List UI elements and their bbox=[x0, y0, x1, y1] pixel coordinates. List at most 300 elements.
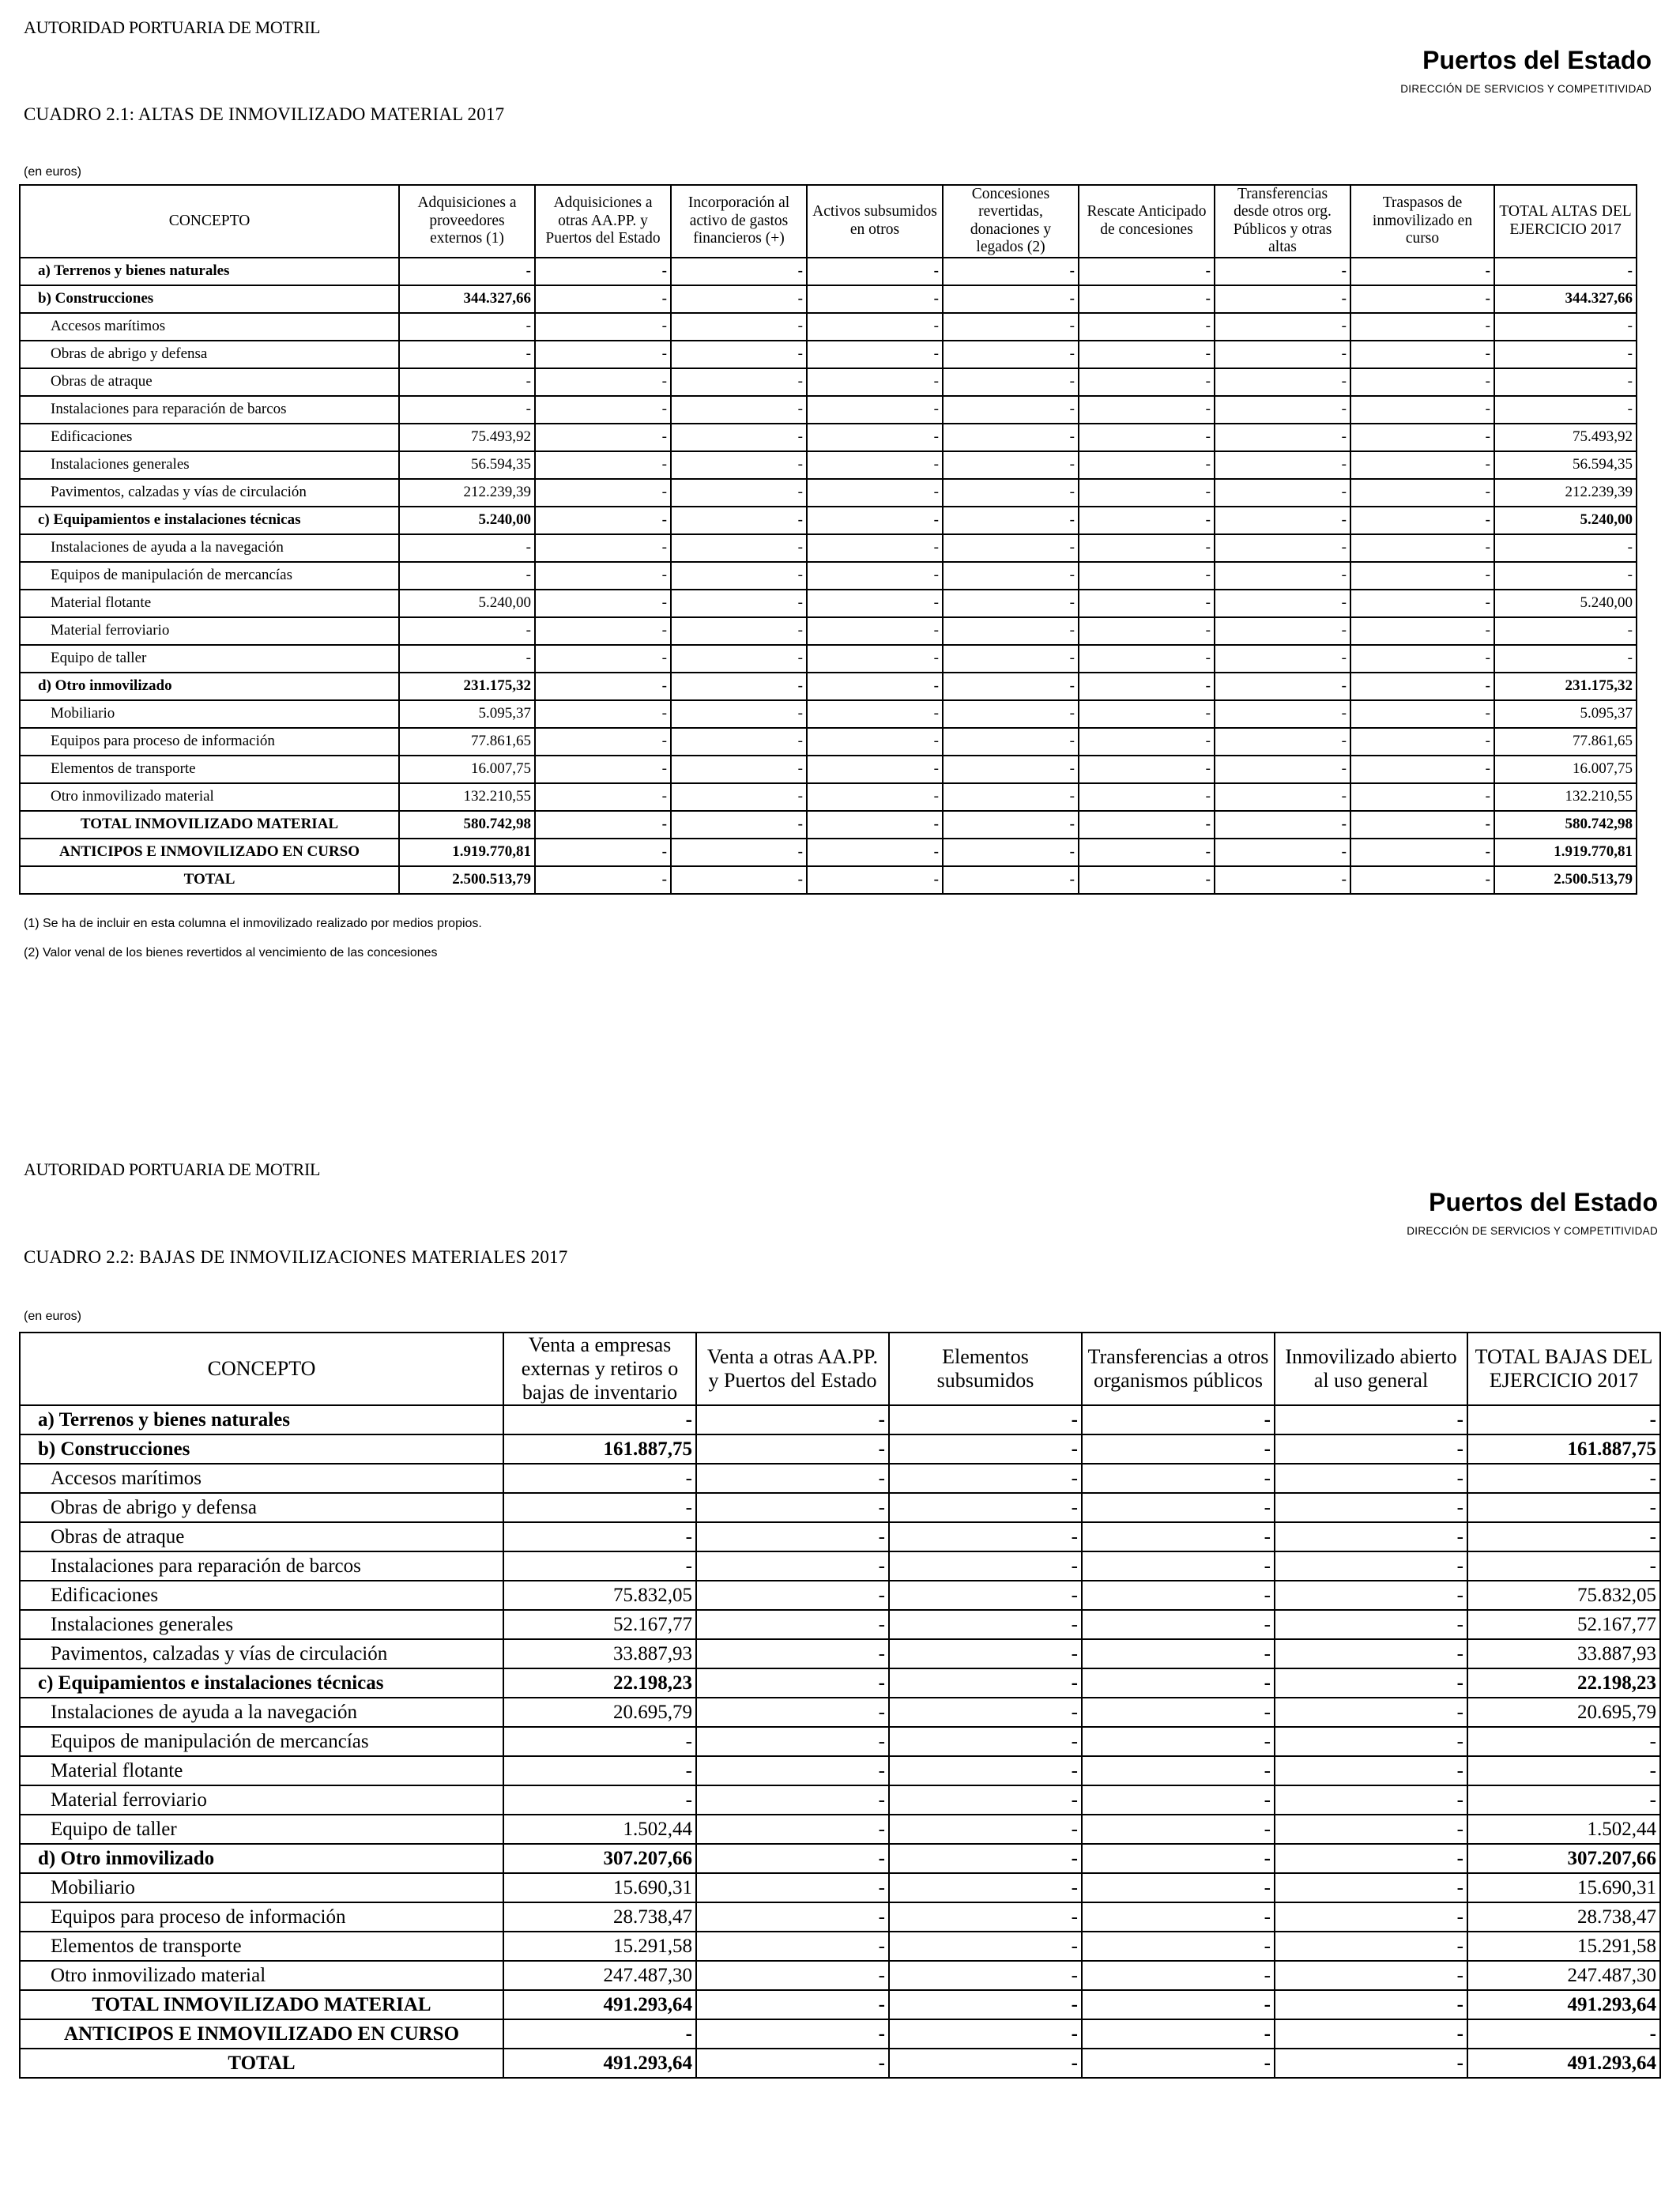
org-name: AUTORIDAD PORTUARIA DE MOTRIL bbox=[24, 1159, 321, 1179]
value-cell: - bbox=[1275, 1639, 1467, 1668]
value-cell: - bbox=[1215, 866, 1350, 894]
concept-cell: Instalaciones de ayuda a la navegación bbox=[20, 1698, 503, 1727]
value-cell: - bbox=[1082, 1990, 1275, 2019]
value-cell: - bbox=[889, 1961, 1082, 1990]
concept-cell: Pavimentos, calzadas y vías de circulación bbox=[20, 1639, 503, 1668]
value-cell: 20.695,79 bbox=[503, 1698, 696, 1727]
value-cell: - bbox=[671, 479, 807, 507]
table-header-row bbox=[20, 1333, 1660, 1405]
value-cell: 132.210,55 bbox=[1494, 783, 1637, 811]
value-cell: - bbox=[889, 2019, 1082, 2049]
value-cell: - bbox=[535, 617, 671, 645]
value-cell: - bbox=[1350, 424, 1494, 451]
value-cell: - bbox=[807, 590, 943, 617]
concept-cell: TOTAL bbox=[20, 2049, 503, 2078]
value-cell: - bbox=[1275, 1434, 1467, 1464]
value-cell: - bbox=[1467, 1551, 1660, 1581]
table-row bbox=[20, 728, 1637, 756]
value-cell: - bbox=[535, 424, 671, 451]
value-cell: - bbox=[671, 396, 807, 424]
value-cell: - bbox=[1082, 1844, 1275, 1873]
value-cell: 20.695,79 bbox=[1467, 1698, 1660, 1727]
table-row bbox=[20, 1581, 1660, 1610]
value-cell: - bbox=[943, 811, 1079, 839]
value-cell: - bbox=[671, 451, 807, 479]
value-cell: - bbox=[1079, 313, 1215, 341]
value-cell: 580.742,98 bbox=[1494, 811, 1637, 839]
column-header: Activos subsumidos en otros bbox=[807, 185, 943, 258]
table-row bbox=[20, 285, 1637, 313]
value-cell: - bbox=[1082, 1902, 1275, 1932]
value-cell: - bbox=[671, 590, 807, 617]
value-cell: - bbox=[535, 479, 671, 507]
value-cell: - bbox=[535, 866, 671, 894]
value-cell: - bbox=[807, 507, 943, 534]
units-label: (en euros) bbox=[24, 1310, 81, 1323]
value-cell: - bbox=[1215, 368, 1350, 396]
value-cell: 247.487,30 bbox=[503, 1961, 696, 1990]
value-cell: 307.207,66 bbox=[503, 1844, 696, 1873]
column-header: TOTAL BAJAS DEL EJERCICIO 2017 bbox=[1467, 1333, 1660, 1405]
value-cell: - bbox=[1350, 451, 1494, 479]
value-cell: - bbox=[889, 1464, 1082, 1493]
value-cell: - bbox=[1494, 396, 1637, 424]
value-cell: - bbox=[889, 1873, 1082, 1902]
value-cell: - bbox=[503, 1493, 696, 1522]
value-cell: - bbox=[1082, 1434, 1275, 1464]
value-cell: - bbox=[943, 700, 1079, 728]
value-cell: - bbox=[1275, 1581, 1467, 1610]
value-cell: - bbox=[1275, 1785, 1467, 1815]
value-cell: 161.887,75 bbox=[1467, 1434, 1660, 1464]
value-cell: - bbox=[1275, 1405, 1467, 1434]
value-cell: - bbox=[1082, 1727, 1275, 1756]
concept-cell: ANTICIPOS E INMOVILIZADO EN CURSO bbox=[20, 2019, 503, 2049]
value-cell: 580.742,98 bbox=[399, 811, 535, 839]
value-cell: - bbox=[1350, 396, 1494, 424]
table-row bbox=[20, 590, 1637, 617]
value-cell: - bbox=[1494, 258, 1637, 285]
value-cell: - bbox=[889, 1932, 1082, 1961]
table-row bbox=[20, 839, 1637, 866]
value-cell: - bbox=[943, 645, 1079, 673]
value-cell: - bbox=[1350, 507, 1494, 534]
value-cell: - bbox=[671, 258, 807, 285]
value-cell: - bbox=[1079, 368, 1215, 396]
value-cell: - bbox=[1350, 562, 1494, 590]
table-row bbox=[20, 645, 1637, 673]
value-cell: 52.167,77 bbox=[503, 1610, 696, 1639]
column-header: Transferencias a otros organismos públicos bbox=[1082, 1333, 1275, 1405]
value-cell: - bbox=[807, 341, 943, 368]
value-cell: - bbox=[535, 451, 671, 479]
value-cell: - bbox=[889, 1405, 1082, 1434]
concept-cell: Edificaciones bbox=[20, 1581, 503, 1610]
value-cell: - bbox=[671, 617, 807, 645]
value-cell: - bbox=[1350, 285, 1494, 313]
concept-cell: a) Terrenos y bienes naturales bbox=[20, 1405, 503, 1434]
value-cell: 75.493,92 bbox=[399, 424, 535, 451]
value-cell: - bbox=[1215, 811, 1350, 839]
concept-cell: Otro inmovilizado material bbox=[20, 1961, 503, 1990]
value-cell: 77.861,65 bbox=[399, 728, 535, 756]
value-cell: - bbox=[1079, 728, 1215, 756]
value-cell: - bbox=[1215, 839, 1350, 866]
value-cell: - bbox=[1350, 673, 1494, 700]
value-cell: - bbox=[1215, 700, 1350, 728]
value-cell: 491.293,64 bbox=[1467, 1990, 1660, 2019]
value-cell: - bbox=[503, 1464, 696, 1493]
value-cell: - bbox=[889, 1902, 1082, 1932]
concept-cell: Obras de atraque bbox=[20, 368, 399, 396]
value-cell: 212.239,39 bbox=[399, 479, 535, 507]
value-cell: 247.487,30 bbox=[1467, 1961, 1660, 1990]
value-cell: 75.832,05 bbox=[1467, 1581, 1660, 1610]
value-cell: 75.832,05 bbox=[503, 1581, 696, 1610]
value-cell: - bbox=[671, 507, 807, 534]
value-cell: - bbox=[1082, 1493, 1275, 1522]
concept-cell: Material ferroviario bbox=[20, 617, 399, 645]
column-header: Venta a otras AA.PP. y Puertos del Estado bbox=[696, 1333, 889, 1405]
value-cell: 56.594,35 bbox=[1494, 451, 1637, 479]
value-cell: - bbox=[399, 396, 535, 424]
column-header: Inmovilizado abierto al uso general bbox=[1275, 1333, 1467, 1405]
value-cell: - bbox=[1350, 700, 1494, 728]
table-row bbox=[20, 1961, 1660, 1990]
column-header: Elementos subsumidos bbox=[889, 1333, 1082, 1405]
value-cell: - bbox=[1215, 617, 1350, 645]
value-cell: - bbox=[889, 1990, 1082, 2019]
value-cell: 344.327,66 bbox=[399, 285, 535, 313]
value-cell: - bbox=[535, 562, 671, 590]
value-cell: - bbox=[1079, 396, 1215, 424]
value-cell: 22.198,23 bbox=[503, 1668, 696, 1698]
value-cell: - bbox=[399, 617, 535, 645]
value-cell: - bbox=[1275, 1610, 1467, 1639]
value-cell: - bbox=[889, 1610, 1082, 1639]
concept-cell: Otro inmovilizado material bbox=[20, 783, 399, 811]
value-cell: - bbox=[1467, 1464, 1660, 1493]
value-cell: - bbox=[1079, 645, 1215, 673]
value-cell: - bbox=[1215, 341, 1350, 368]
org-name: AUTORIDAD PORTUARIA DE MOTRIL bbox=[24, 17, 321, 37]
value-cell: - bbox=[696, 1698, 889, 1727]
concept-cell: b) Construcciones bbox=[20, 1434, 503, 1464]
concept-cell: Mobiliario bbox=[20, 700, 399, 728]
value-cell: - bbox=[503, 1405, 696, 1434]
concept-cell: Accesos marítimos bbox=[20, 313, 399, 341]
concept-cell: Equipo de taller bbox=[20, 645, 399, 673]
value-cell: - bbox=[1467, 2019, 1660, 2049]
value-cell: - bbox=[1215, 756, 1350, 783]
value-cell: - bbox=[696, 1551, 889, 1581]
value-cell: - bbox=[1275, 1756, 1467, 1785]
value-cell: - bbox=[943, 258, 1079, 285]
value-cell: 2.500.513,79 bbox=[399, 866, 535, 894]
table-title: CUADRO 2.2: BAJAS DE INMOVILIZACIONES MATERIALES 2017 bbox=[24, 1247, 568, 1267]
concept-cell: Elementos de transporte bbox=[20, 756, 399, 783]
value-cell: - bbox=[1275, 1815, 1467, 1844]
concept-cell: d) Otro inmovilizado bbox=[20, 1844, 503, 1873]
concept-cell: Equipos de manipulación de mercancías bbox=[20, 1727, 503, 1756]
table-row bbox=[20, 1434, 1660, 1464]
value-cell: 5.240,00 bbox=[1494, 590, 1637, 617]
value-cell: 56.594,35 bbox=[399, 451, 535, 479]
value-cell: - bbox=[671, 562, 807, 590]
value-cell: - bbox=[1275, 1493, 1467, 1522]
value-cell: - bbox=[1215, 783, 1350, 811]
value-cell: - bbox=[807, 728, 943, 756]
value-cell: - bbox=[1082, 1698, 1275, 1727]
value-cell: 5.240,00 bbox=[399, 507, 535, 534]
value-cell: - bbox=[1275, 1932, 1467, 1961]
value-cell: 344.327,66 bbox=[1494, 285, 1637, 313]
table-row bbox=[20, 368, 1637, 396]
value-cell: - bbox=[943, 617, 1079, 645]
concept-cell: Equipos de manipulación de mercancías bbox=[20, 562, 399, 590]
value-cell: 231.175,32 bbox=[399, 673, 535, 700]
value-cell: - bbox=[807, 479, 943, 507]
value-cell: - bbox=[807, 783, 943, 811]
table-row bbox=[20, 1932, 1660, 1961]
value-cell: - bbox=[1079, 424, 1215, 451]
value-cell: - bbox=[1079, 285, 1215, 313]
value-cell: - bbox=[503, 2019, 696, 2049]
concept-cell: Material ferroviario bbox=[20, 1785, 503, 1815]
value-cell: - bbox=[1275, 1551, 1467, 1581]
column-header: Rescate Anticipado de concesiones bbox=[1079, 185, 1215, 258]
value-cell: - bbox=[943, 341, 1079, 368]
value-cell: - bbox=[807, 562, 943, 590]
value-cell: - bbox=[807, 645, 943, 673]
value-cell: - bbox=[1079, 617, 1215, 645]
value-cell: - bbox=[671, 700, 807, 728]
column-header: Traspasos de inmovilizado en curso bbox=[1350, 185, 1494, 258]
value-cell: - bbox=[696, 1610, 889, 1639]
column-header: CONCEPTO bbox=[20, 185, 399, 258]
concept-cell: Obras de abrigo y defensa bbox=[20, 341, 399, 368]
value-cell: - bbox=[889, 1581, 1082, 1610]
value-cell: - bbox=[1350, 313, 1494, 341]
column-header: Adquisiciones a otras AA.PP. y Puertos del Estado bbox=[535, 185, 671, 258]
value-cell: 5.095,37 bbox=[399, 700, 535, 728]
table-row bbox=[20, 258, 1637, 285]
value-cell: - bbox=[1082, 1668, 1275, 1698]
value-cell: - bbox=[1494, 341, 1637, 368]
table-row bbox=[20, 451, 1637, 479]
table-row bbox=[20, 700, 1637, 728]
value-cell: 491.293,64 bbox=[503, 1990, 696, 2019]
value-cell: - bbox=[671, 285, 807, 313]
concept-cell: a) Terrenos y bienes naturales bbox=[20, 258, 399, 285]
value-cell: - bbox=[1275, 1902, 1467, 1932]
value-cell: - bbox=[535, 590, 671, 617]
value-cell: - bbox=[1082, 1932, 1275, 1961]
value-cell: - bbox=[1467, 1727, 1660, 1756]
table-row bbox=[20, 783, 1637, 811]
concept-cell: Equipos para proceso de información bbox=[20, 1902, 503, 1932]
value-cell: - bbox=[1079, 866, 1215, 894]
table-row bbox=[20, 866, 1637, 894]
value-cell: - bbox=[1215, 562, 1350, 590]
value-cell: 15.690,31 bbox=[503, 1873, 696, 1902]
concept-cell: TOTAL INMOVILIZADO MATERIAL bbox=[20, 811, 399, 839]
value-cell: - bbox=[1275, 1727, 1467, 1756]
value-cell: 75.493,92 bbox=[1494, 424, 1637, 451]
value-cell: - bbox=[696, 1844, 889, 1873]
value-cell: - bbox=[399, 562, 535, 590]
value-cell: - bbox=[535, 728, 671, 756]
value-cell: - bbox=[1350, 341, 1494, 368]
value-cell: - bbox=[1079, 811, 1215, 839]
value-cell: - bbox=[671, 534, 807, 562]
table-row bbox=[20, 479, 1637, 507]
value-cell: - bbox=[671, 839, 807, 866]
value-cell: - bbox=[1494, 617, 1637, 645]
column-header: Transferencias desde otros org. Públicos y otras altas bbox=[1215, 185, 1350, 258]
value-cell: - bbox=[889, 1727, 1082, 1756]
concept-cell: Instalaciones generales bbox=[20, 1610, 503, 1639]
table-row bbox=[20, 562, 1637, 590]
value-cell: - bbox=[943, 424, 1079, 451]
value-cell: - bbox=[1079, 756, 1215, 783]
value-cell: - bbox=[1079, 451, 1215, 479]
value-cell: - bbox=[943, 451, 1079, 479]
value-cell: - bbox=[696, 1581, 889, 1610]
value-cell: - bbox=[671, 673, 807, 700]
value-cell: - bbox=[535, 783, 671, 811]
value-cell: - bbox=[1082, 1785, 1275, 1815]
value-cell: - bbox=[1079, 341, 1215, 368]
value-cell: - bbox=[1079, 534, 1215, 562]
bajas-table bbox=[19, 1332, 1661, 2079]
value-cell: - bbox=[1494, 368, 1637, 396]
value-cell: - bbox=[1082, 1815, 1275, 1844]
concept-cell: Material flotante bbox=[20, 590, 399, 617]
value-cell: - bbox=[1275, 2019, 1467, 2049]
value-cell: - bbox=[889, 1551, 1082, 1581]
value-cell: - bbox=[671, 313, 807, 341]
value-cell: - bbox=[943, 756, 1079, 783]
value-cell: - bbox=[1215, 645, 1350, 673]
value-cell: - bbox=[1275, 1990, 1467, 2019]
value-cell: - bbox=[1275, 1698, 1467, 1727]
concept-cell: ANTICIPOS E INMOVILIZADO EN CURSO bbox=[20, 839, 399, 866]
value-cell: - bbox=[696, 1815, 889, 1844]
value-cell: - bbox=[1467, 1522, 1660, 1551]
value-cell: 2.500.513,79 bbox=[1494, 866, 1637, 894]
value-cell: - bbox=[535, 700, 671, 728]
value-cell: - bbox=[696, 1756, 889, 1785]
value-cell: - bbox=[807, 313, 943, 341]
value-cell: - bbox=[1079, 507, 1215, 534]
value-cell: - bbox=[535, 341, 671, 368]
concept-cell: Obras de atraque bbox=[20, 1522, 503, 1551]
value-cell: - bbox=[696, 1493, 889, 1522]
value-cell: - bbox=[1215, 507, 1350, 534]
value-cell: - bbox=[399, 534, 535, 562]
value-cell: - bbox=[807, 700, 943, 728]
value-cell: - bbox=[1079, 700, 1215, 728]
value-cell: - bbox=[889, 1785, 1082, 1815]
value-cell: - bbox=[943, 839, 1079, 866]
value-cell: - bbox=[943, 673, 1079, 700]
value-cell: 5.240,00 bbox=[399, 590, 535, 617]
value-cell: - bbox=[399, 368, 535, 396]
value-cell: 52.167,77 bbox=[1467, 1610, 1660, 1639]
table-row bbox=[20, 1639, 1660, 1668]
value-cell: - bbox=[696, 1990, 889, 2019]
table-row bbox=[20, 396, 1637, 424]
value-cell: - bbox=[943, 534, 1079, 562]
value-cell: - bbox=[889, 2049, 1082, 2078]
table-row bbox=[20, 2049, 1660, 2078]
value-cell: - bbox=[1494, 313, 1637, 341]
brand-logo-text: Puertos del Estado bbox=[1422, 46, 1652, 74]
value-cell: - bbox=[535, 673, 671, 700]
value-cell: - bbox=[696, 2049, 889, 2078]
value-cell: - bbox=[943, 368, 1079, 396]
value-cell: - bbox=[1350, 534, 1494, 562]
value-cell: - bbox=[1079, 590, 1215, 617]
value-cell: - bbox=[1079, 839, 1215, 866]
value-cell: - bbox=[943, 313, 1079, 341]
value-cell: - bbox=[535, 396, 671, 424]
concept-cell: c) Equipamientos e instalaciones técnicas bbox=[20, 507, 399, 534]
column-header: CONCEPTO bbox=[20, 1333, 503, 1405]
value-cell: - bbox=[1215, 285, 1350, 313]
value-cell: - bbox=[503, 1522, 696, 1551]
value-cell: - bbox=[889, 1434, 1082, 1464]
value-cell: - bbox=[943, 728, 1079, 756]
value-cell: - bbox=[889, 1815, 1082, 1844]
value-cell: - bbox=[1350, 783, 1494, 811]
table-row bbox=[20, 1844, 1660, 1873]
value-cell: 1.502,44 bbox=[503, 1815, 696, 1844]
value-cell: - bbox=[535, 313, 671, 341]
value-cell: - bbox=[889, 1698, 1082, 1727]
value-cell: - bbox=[1275, 1522, 1467, 1551]
value-cell: - bbox=[807, 396, 943, 424]
value-cell: - bbox=[535, 811, 671, 839]
value-cell: 33.887,93 bbox=[1467, 1639, 1660, 1668]
footnote: (2) Valor venal de los bienes revertidos al vencimiento de las concesiones bbox=[24, 946, 438, 959]
table-row bbox=[20, 1873, 1660, 1902]
brand-subtitle: DIRECCIÓN DE SERVICIOS Y COMPETITIVIDAD bbox=[1400, 83, 1652, 95]
value-cell: - bbox=[807, 756, 943, 783]
table-row bbox=[20, 1815, 1660, 1844]
value-cell: - bbox=[1275, 1873, 1467, 1902]
value-cell: - bbox=[503, 1785, 696, 1815]
value-cell: - bbox=[671, 783, 807, 811]
column-header: Venta a empresas externas y retiros o bajas de inventario bbox=[503, 1333, 696, 1405]
concept-cell: Equipos para proceso de información bbox=[20, 728, 399, 756]
value-cell: 307.207,66 bbox=[1467, 1844, 1660, 1873]
value-cell: - bbox=[1350, 645, 1494, 673]
concept-cell: Instalaciones para reparación de barcos bbox=[20, 1551, 503, 1581]
value-cell: - bbox=[671, 728, 807, 756]
value-cell: - bbox=[1350, 617, 1494, 645]
column-header: Concesiones revertidas, donaciones y legados (2) bbox=[943, 185, 1079, 258]
concept-cell: Instalaciones para reparación de barcos bbox=[20, 396, 399, 424]
value-cell: - bbox=[1350, 728, 1494, 756]
column-header: Incorporación al activo de gastos financieros (+) bbox=[671, 185, 807, 258]
value-cell: 15.690,31 bbox=[1467, 1873, 1660, 1902]
concept-cell: Elementos de transporte bbox=[20, 1932, 503, 1961]
value-cell: - bbox=[1079, 479, 1215, 507]
table-row bbox=[20, 534, 1637, 562]
value-cell: - bbox=[671, 866, 807, 894]
